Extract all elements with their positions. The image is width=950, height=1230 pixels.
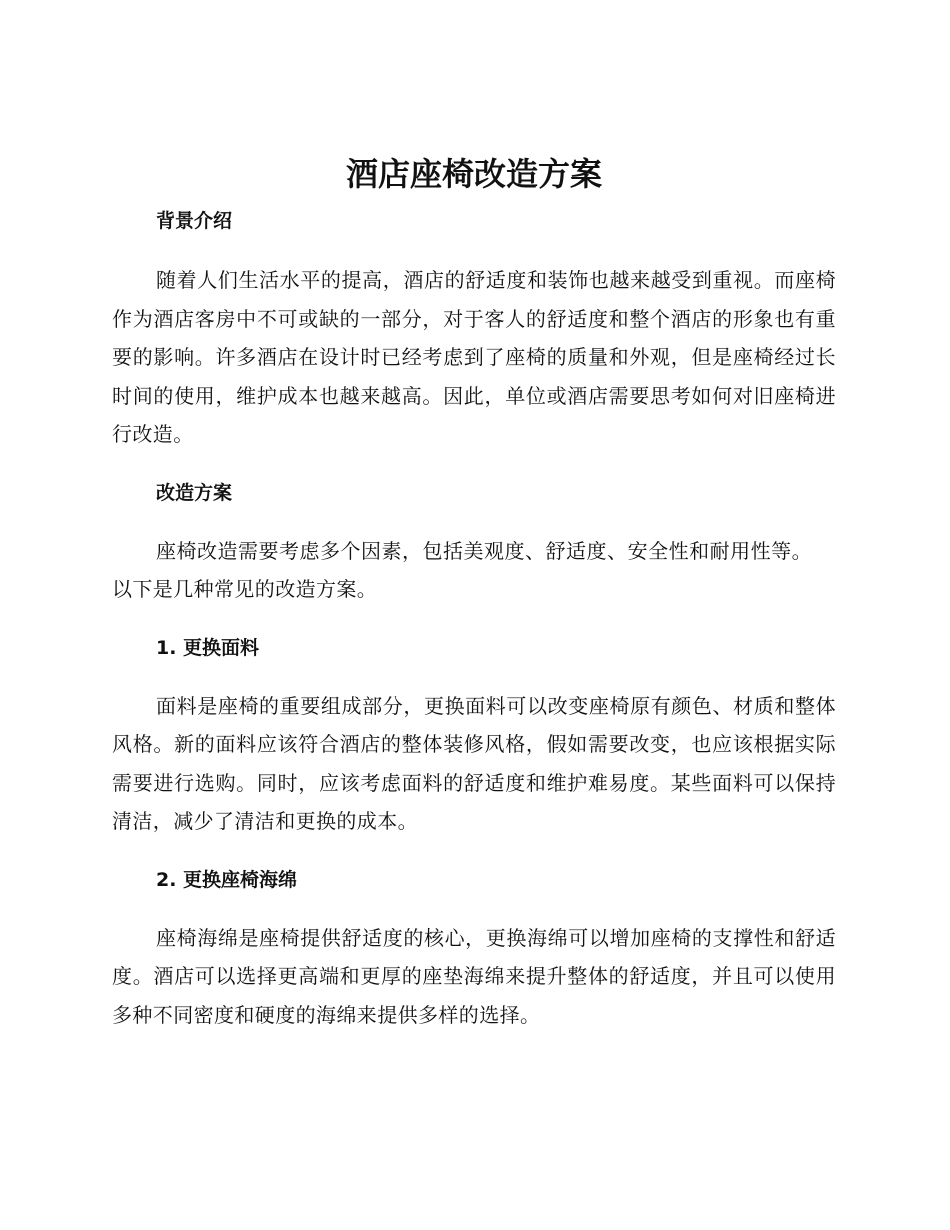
- paragraph-background: 随着人们生活水平的提高，酒店的舒适度和装饰也越来越受到重视。而座椅作为酒店客房中不可或缺的一部分，对于客人的舒适度和整个酒店的形象也有重要的影响。许多酒店在设计时已经考虑到了座椅的质量和外观，但是座椅经过长时间的使用，维护成本也越来越高。因此，单位或酒店需要思考如何对旧座椅进行改造。: [112, 268, 836, 446]
- section-heading-plan: 改造方案: [156, 481, 233, 504]
- section-heading-background: 背景介绍: [156, 210, 233, 232]
- paragraph-plan: 座椅改造需要考虑多个因素，包括美观度、舒适度、安全性和耐用性等。以下是几种常见的改造方案。: [112, 538, 812, 601]
- section-heading-replace-sponge: 2. 更换座椅海绵: [156, 868, 298, 891]
- document-body: [112, 150, 836, 1034]
- section-heading-replace-fabric: 1. 更换面料: [156, 636, 260, 659]
- paragraph-replace-fabric: 面料是座椅的重要组成部分，更换面料可以改变座椅原有颜色、材质和整体风格。新的面料应该符合酒店的整体装修风格，假如需要改变，也应该根据实际需要进行选购。同时，应该考虑面料的舒适度和维护难易度。某些面料可以保持清洁，减少了清洁和更换的成本。: [112, 693, 836, 833]
- paragraph-replace-sponge: 座椅海绵是座椅提供舒适度的核心，更换海绵可以增加座椅的支撑性和舒适度。酒店可以选择更高端和更厚的座垫海绵来提升整体的舒适度，并且可以使用多种不同密度和硬度的海绵来提供多样的选择。: [112, 925, 836, 1027]
- document-title: 酒店座椅改造方案: [345, 155, 602, 193]
